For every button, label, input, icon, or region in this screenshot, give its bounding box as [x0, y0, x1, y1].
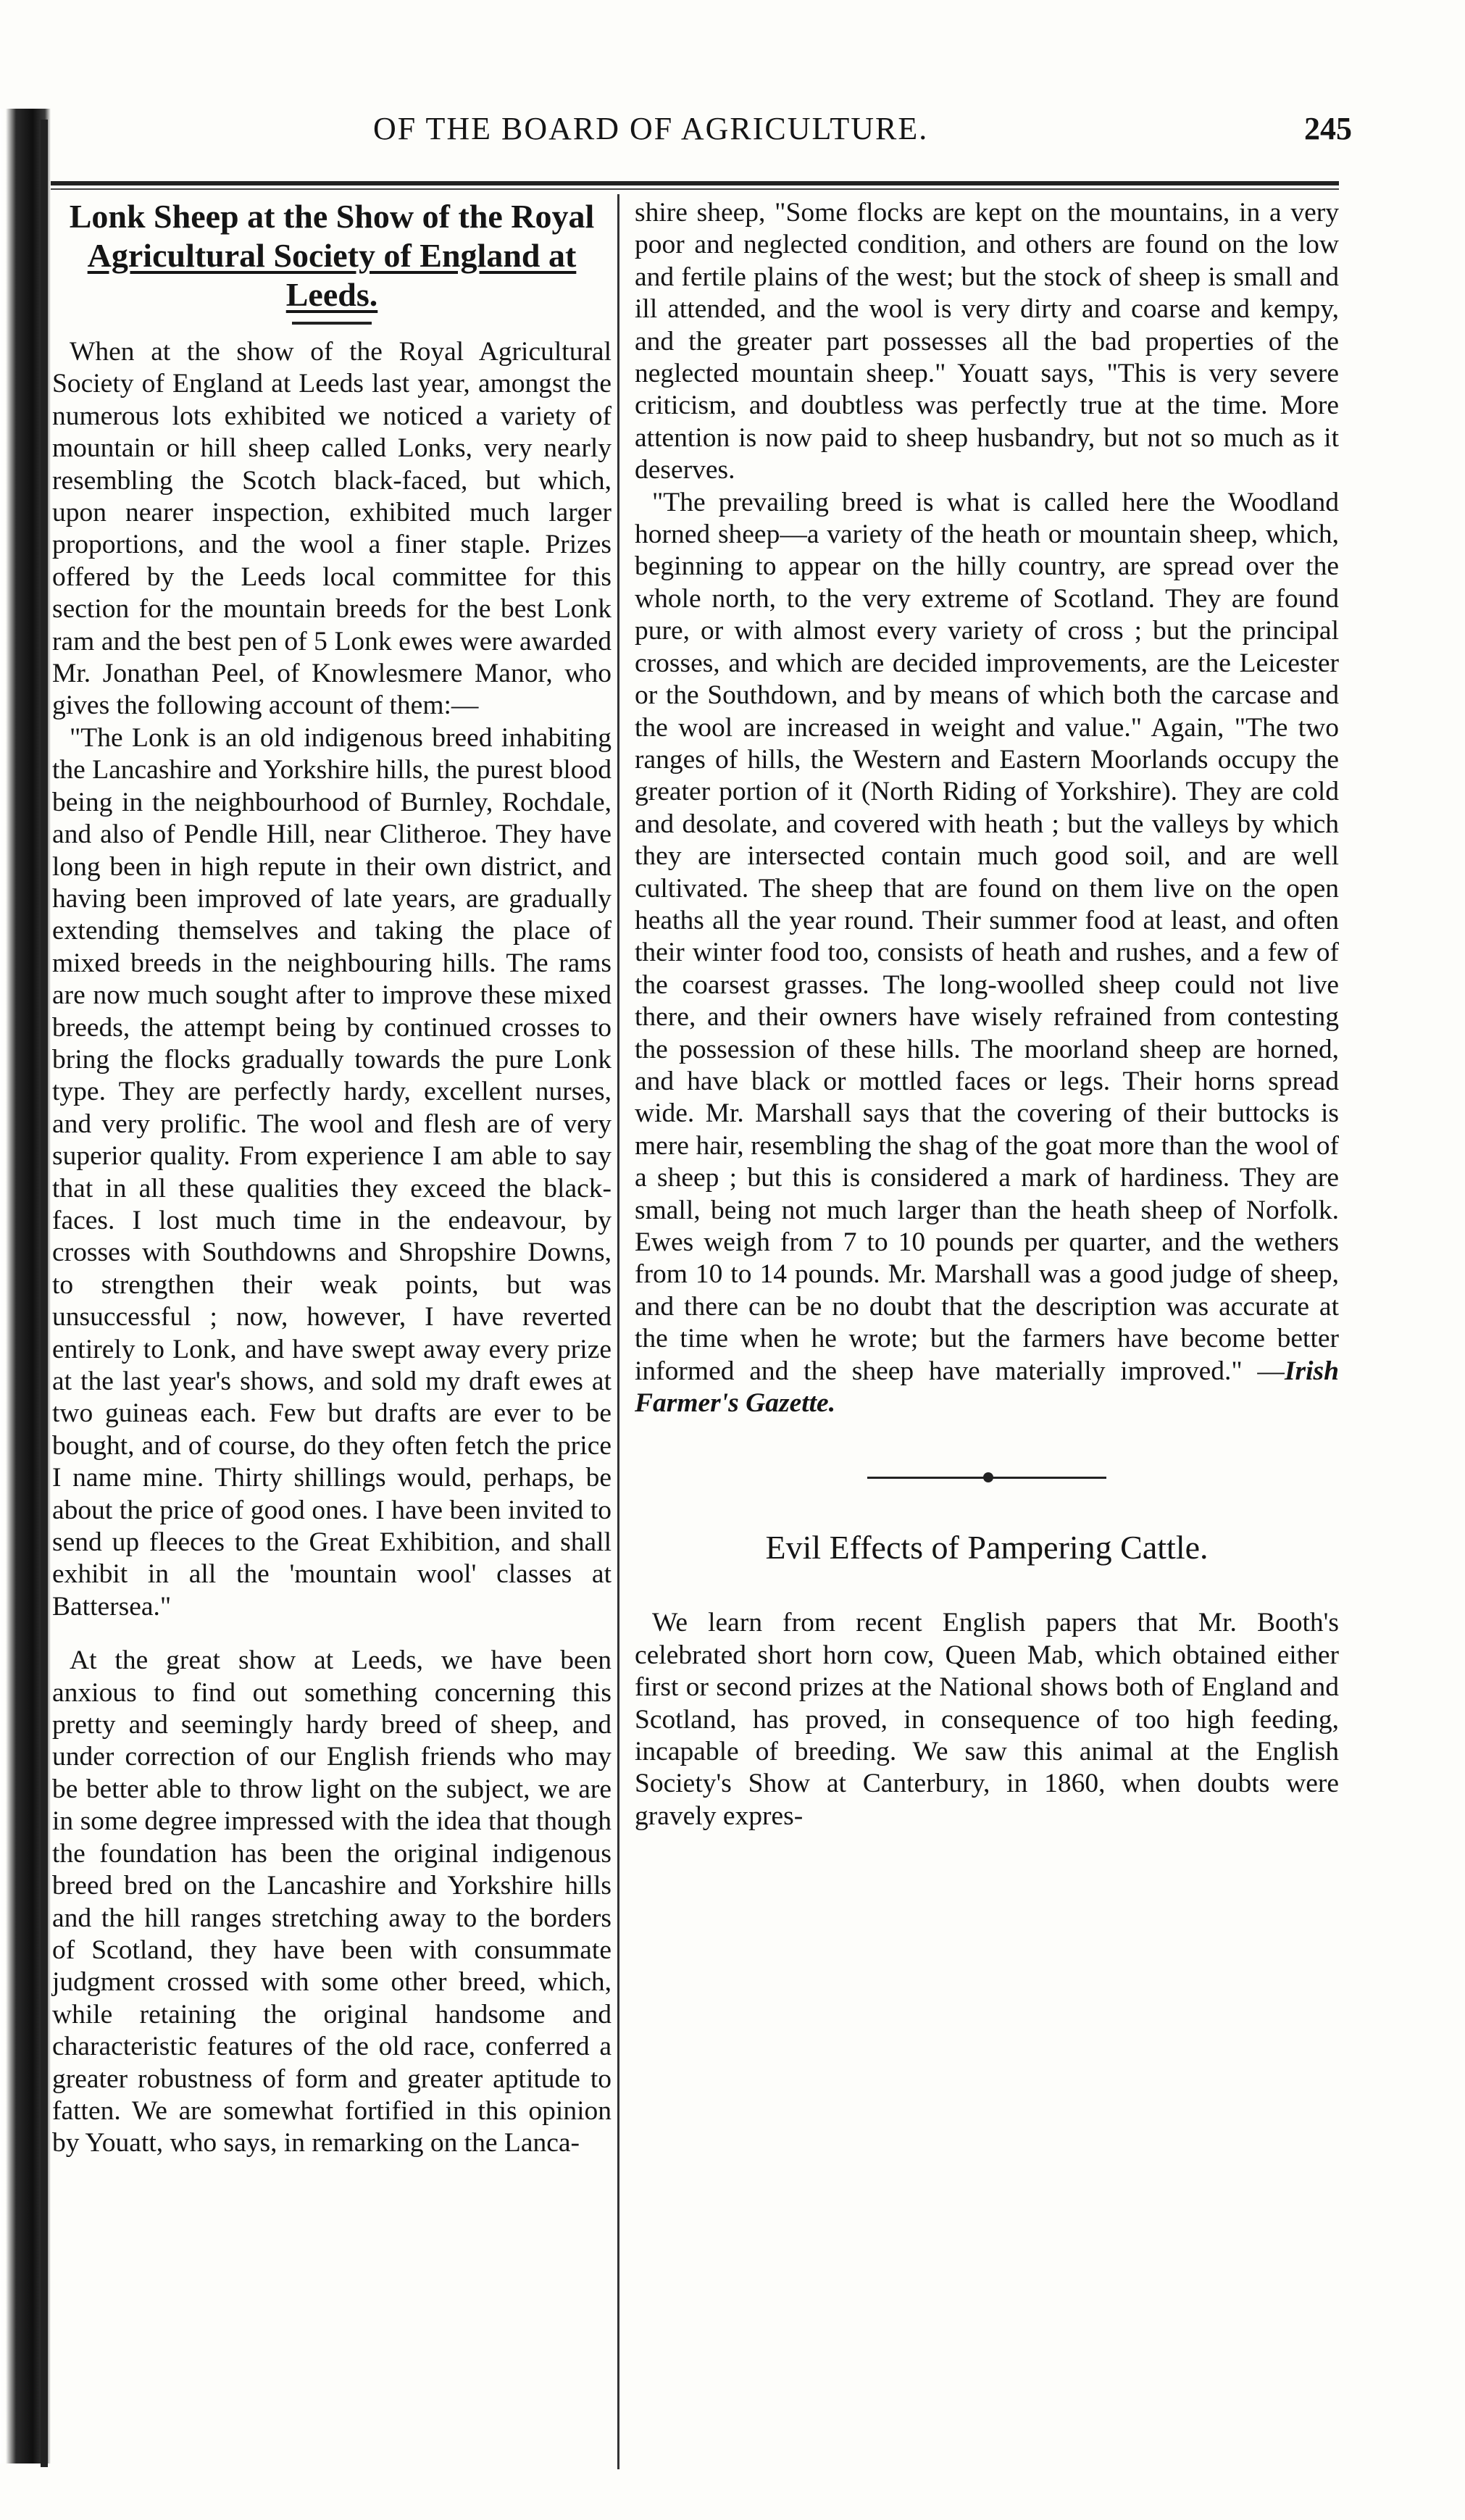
article-heading-line-2: Agricultural Society of England at Leeds.	[87, 237, 577, 313]
header-rule-thin	[51, 188, 1339, 190]
page-binding-shadow	[41, 120, 48, 2467]
column-divider	[617, 194, 619, 2469]
article-paragraph: "The Lonk is an old indigenous breed inhabiting the Lancashire and Yorkshire hills, the purest blood being in the neighbourhood of Burnley, Rochdale, and also of Pendle Hill, near Clitheroe. They have long been in high repute in their own district, and having been improved of late years, are gradually extending themselves and taking the place of mixed breeds in the neighbouring hills. The rams are now much sought after to improve these mixed breeds, the attempt being by continued crosses to bring the flocks gradually towards the pure Lonk type. They are perfectly hardy, excellent nurses, and very prolific. The wool and flesh are of very superior quality. From experience I am able to say that in all these qualities they exceed the black-faces. I lost much time in the endeavour, by crosses with Southdowns and Shropshire Downs, to strengthen their weak points, but was unsuccessful ; now, however, I have reverted entirely to Lonk, and have swept away every prize at the last year's shows, and sold my draft ewes at two guineas each. Few but drafts are ever to be bought, and of course, do they often fetch the price I name mine. Thirty shillings would, perhaps, be about the price of good ones. I have been invited to send up fleeces to the Great Exhibition, and shall exhibit in all the 'mountain wool' classes at Battersea."	[52, 722, 612, 1622]
article-paragraph: We learn from recent English papers that Mr. Booth's celebrated short horn cow, Queen Mab, which obtained either first or second prizes at the National shows both of England and Scotland, has proved, in consequence of too high feeding, incapable of breeding. We saw this animal at the English Society's Show at Canterbury, in 1860, when doubts were gravely expres-	[635, 1608, 1339, 1831]
heading-short-rule	[292, 322, 372, 325]
article-paragraph	[635, 487, 1339, 1420]
quoted-passage: "The prevailing breed is what is called here the Woodland horned sheep—a variety of the heath or mountain sheep, which, beginning to appear on the hilly country, are spread over the whole north, to the very extreme of Scotland. They are found pure, or with almost every variety of cross ; but the principal crosses, and which are decided improvements, are the Leicester or the Southdown, and by means of which both the carcase and the wool are increased in weight and value." Again, "The two ranges of hills, the Western and Eastern Moorlands occupy the greater portion of it (North Riding of Yorkshire). They are cold and desolate, and covered with heath ; but the valleys by which they are intersected contain much good soil, and are well cultivated. The sheep that are found on them live on the open heaths all the year round. Their summer food at least, and often their winter food too, consists of heath and rushes, and a few of the coarsest grasses. The long-woolled sheep could not live there, and their owners have wisely refrained from contesting the possession of these hills. The moorland sheep are horned, and have black or mottled faces or legs. Their horns spread wide. Mr. Marshall says that the covering of their buttocks is mere hair, resembling the shag of the goat more than the wool of a sheep ; but this is considered a mark of hardiness. They are small, being not much larger than the heath sheep of Norfolk. Ewes weigh from 7 to 10 pounds per quarter, and the wethers from 10 to 14 pounds. Mr. Marshall was a good judge of sheep, and there can be no doubt that the description was accurate at the time when he wrote; but the farmers have become better informed and the sheep have materially improved." —	[635, 487, 1339, 1386]
left-column	[52, 197, 612, 2160]
page-number: 245	[1304, 111, 1352, 146]
article-heading-line-1: Lonk Sheep at the Show of the Royal	[69, 198, 595, 235]
right-column	[635, 197, 1339, 1832]
source-signature: Irish Farmer's Gazette.	[635, 1356, 1339, 1419]
section-divider	[867, 1470, 1106, 1485]
running-head	[0, 107, 1465, 158]
header-rule	[51, 181, 1339, 185]
section-heading: Evil Effects of Pampering Cattle.	[765, 1529, 1209, 1566]
running-title: OF THE BOARD OF AGRICULTURE.	[373, 111, 929, 146]
article-paragraph: shire sheep, "Some flocks are kept on the mountains, in a very poor and neglected condition, and others are found on the low and fertile plains of the west; but the stock of sheep is small and ill attended, and the wool is very dirty and coarse and kempy, and the greater part possesses all the bad properties of the neglected mountain sheep." Youatt says, "This is very severe criticism, and doubtless was perfectly true at the time. More attention is now paid to sheep husbandry, but not so much as it deserves.	[635, 198, 1339, 485]
article-paragraph: At the great show at Leeds, we have been anxious to find out something concerning this pretty and seemingly hardy breed of sheep, and under correction of our English friends who may be better able to throw light on the subject, we are in some degree impressed with the idea that though the foundation has been the original indigenous breed bred on the Lancashire and Yorkshire hills and the hill ranges stretching away to the borders of Scotland, they have been with consummate judgment crossed with some other breed, which, while retaining the original handsome and characteristic features of the old race, conferred a greater robustness of form and greater aptitude to fatten. We are somewhat fortified in this opinion by Youatt, who says, in remarking on the Lanca-	[52, 1645, 612, 2158]
article-paragraph: When at the show of the Royal Agricultural Society of England at Leeds last year, amongst the numerous lots exhibited we noticed a variety of mountain or hill sheep called Lonks, very nearly resembling the Scotch black-faced, but which, upon nearer inspection, exhibited much larger proportions, and the wool a finer staple. Prizes offered by the Leeds local committee for this section for the mountain breeds for the best Lonk ram and the best pen of 5 Lonk ewes were awarded Mr. Jonathan Peel, of Knowlesmere Manor, who gives the following account of them:—	[52, 337, 612, 721]
